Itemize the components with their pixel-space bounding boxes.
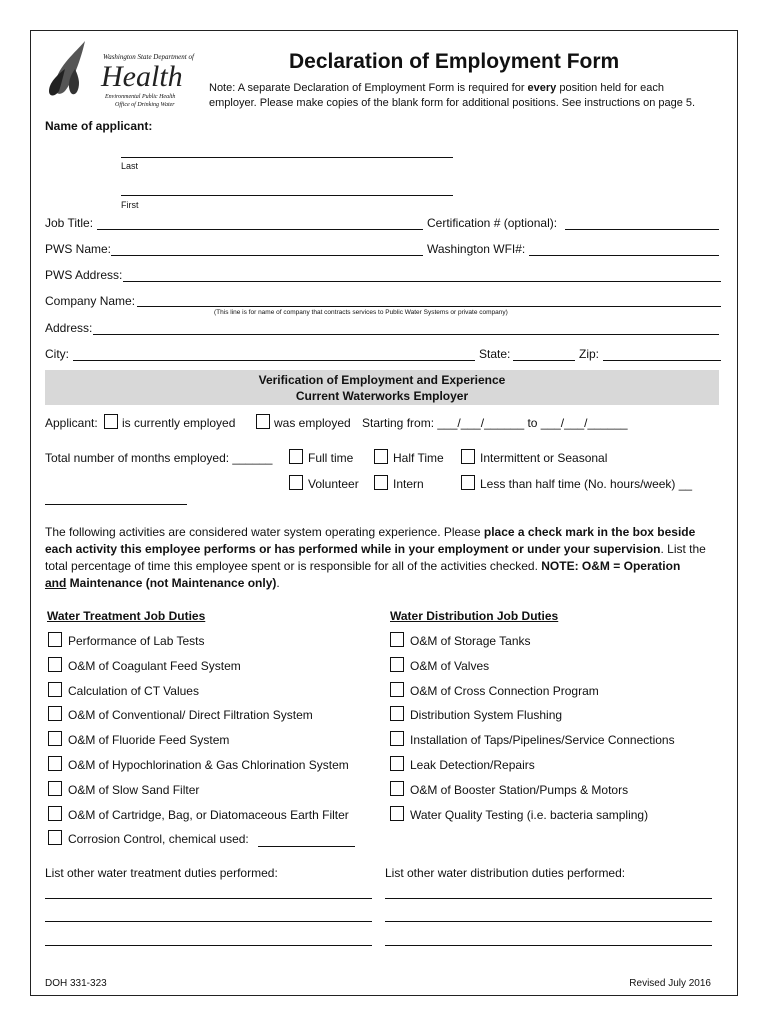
company-name-label: Company Name: <box>45 294 136 308</box>
applicant-label: Name of applicant: <box>45 119 153 133</box>
treatment-duty-label: O&M of Slow Sand Filter <box>68 782 200 797</box>
form-page <box>30 30 738 996</box>
instructions-line-3 <box>45 559 680 573</box>
distribution-duty-label: Water Quality Testing (i.e. bacteria sampling) <box>410 807 649 822</box>
note-suffix: position held for each <box>556 82 664 94</box>
half-time-label: Half Time <box>393 451 444 465</box>
treatment-heading: Water Treatment Job Duties <box>47 609 206 623</box>
instructions-l2b: . List the <box>660 542 706 556</box>
treatment-duty-label: Corrosion Control, chemical used: <box>68 832 249 847</box>
other-distribution-line-1[interactable] <box>385 898 712 899</box>
job-title-label: Job Title: <box>45 216 94 230</box>
instructions-line-4 <box>45 576 280 590</box>
city-label: City: <box>45 347 69 361</box>
pws-address-label: PWS Address: <box>45 268 123 282</box>
verification-line-1: Verification of Employment and Experience <box>258 373 506 387</box>
note-emph: every <box>527 82 557 94</box>
distribution-duty-label: Distribution System Flushing <box>410 708 563 723</box>
instructions-l1b: place a check mark in the box beside <box>483 525 696 539</box>
distribution-duty-checkbox[interactable] <box>390 682 404 697</box>
state-field[interactable] <box>513 360 575 361</box>
hours-per-week-field[interactable] <box>45 504 187 505</box>
doh-logo <box>45 37 194 117</box>
logo-health: Health <box>101 60 183 93</box>
treatment-duty-checkbox[interactable] <box>48 706 62 721</box>
treatment-duty-checkbox[interactable] <box>48 682 62 697</box>
first-name-field[interactable] <box>121 195 453 196</box>
intermittent-label: Intermittent or Seasonal <box>480 451 608 465</box>
instructions-line-1 <box>45 525 695 539</box>
distribution-duty-checkbox[interactable] <box>390 706 404 721</box>
corrosion-chemical-field[interactable] <box>258 846 355 847</box>
intermittent-checkbox[interactable] <box>461 449 475 464</box>
distribution-duty-label: Leak Detection/Repairs <box>410 758 535 772</box>
address-label: Address: <box>45 321 93 335</box>
other-treatment-label: List other water treatment duties performed: <box>45 866 278 880</box>
distribution-duty-label: O&M of Storage Tanks <box>410 634 531 648</box>
pws-name-field[interactable] <box>111 255 423 256</box>
other-distribution-label: List other water distribution duties performed: <box>385 866 626 880</box>
treatment-duty-checkbox[interactable] <box>48 781 62 796</box>
address-field[interactable] <box>93 334 719 335</box>
last-name-label: Last <box>121 161 139 171</box>
treatment-duty-label: Performance of Lab Tests <box>68 634 205 648</box>
volunteer-label: Volunteer <box>308 477 359 491</box>
treatment-duty-label: Calculation of CT Values <box>68 683 199 698</box>
distribution-duty-checkbox[interactable] <box>390 657 404 672</box>
applicant-status-label: Applicant: <box>45 416 98 430</box>
last-name-field[interactable] <box>121 157 453 158</box>
logo-state-dept: Washington State Department of <box>103 53 194 61</box>
other-distribution-line-2[interactable] <box>385 921 712 922</box>
intern-checkbox[interactable] <box>374 475 388 490</box>
instructions-l3a: total percentage of time this employee spent or is responsible for all of the activities checked. <box>45 559 542 573</box>
leaf-icon <box>45 39 93 101</box>
distribution-heading: Water Distribution Job Duties <box>390 609 559 623</box>
less-half-time-checkbox[interactable] <box>461 475 475 490</box>
note-prefix: Note: A separate Declaration of Employment Form is required for <box>209 82 528 94</box>
certification-label: Certification # (optional): <box>427 216 558 230</box>
instructions-l1a: The following activities are considered water system operating experience. Please <box>45 525 484 539</box>
months-employed[interactable]: Total number of months employed: ______ <box>45 451 273 465</box>
currently-employed-checkbox[interactable] <box>104 414 118 429</box>
certification-field[interactable] <box>565 229 719 230</box>
treatment-duty-checkbox[interactable] <box>48 756 62 771</box>
page-title: Declaration of Employment Form <box>289 50 620 73</box>
pws-name-label: PWS Name: <box>45 242 112 256</box>
zip-label: Zip: <box>579 347 600 361</box>
less-half-time-label: Less than half time (No. hours/week) __ <box>480 477 693 491</box>
treatment-duty-label: O&M of Hypochlorination & Gas Chlorination System <box>68 758 349 772</box>
currently-employed-label: is currently employed <box>122 416 236 430</box>
note-line-2: employer. Please make copies of the blank form for additional positions. See instructions on page 5. <box>209 97 696 109</box>
treatment-duty-checkbox[interactable] <box>48 657 62 672</box>
treatment-duty-label: O&M of Coagulant Feed System <box>68 658 241 673</box>
distribution-duty-checkbox[interactable] <box>390 756 404 771</box>
instructions-l3c: = Operation <box>609 559 681 573</box>
distribution-duty-label: O&M of Cross Connection Program <box>410 683 599 698</box>
company-name-field[interactable] <box>137 306 721 307</box>
intern-label: Intern <box>393 477 424 491</box>
distribution-duty-label: O&M of Valves <box>410 658 490 673</box>
distribution-duty-label: Installation of Taps/Pipelines/Service Connections <box>410 733 675 748</box>
first-name-label: First <box>121 200 139 210</box>
instructions-l4c: . <box>276 576 280 590</box>
instructions-l2a: each activity this employee performs or has performed while in your employment or under your supervision <box>45 542 661 556</box>
was-employed-checkbox[interactable] <box>256 414 270 429</box>
instructions-l3b: NOTE: O&M <box>541 559 610 573</box>
form-number: DOH 331-323 <box>45 978 107 989</box>
full-time-checkbox[interactable] <box>289 449 303 464</box>
pws-address-field[interactable] <box>123 281 721 282</box>
logo-office: Office of Drinking Water <box>115 102 175 108</box>
other-treatment-line-2[interactable] <box>45 921 372 922</box>
other-distribution-line-3[interactable] <box>385 945 712 946</box>
distribution-duty-label: O&M of Booster Station/Pumps & Motors <box>410 782 629 797</box>
treatment-duty-label: O&M of Cartridge, Bag, or Diatomaceous Earth Filter <box>68 807 349 822</box>
note-line-1 <box>209 81 664 95</box>
was-employed-label: was employed <box>274 416 351 430</box>
instructions-l4a: and <box>45 576 67 590</box>
distribution-duty-checkbox[interactable] <box>390 632 404 647</box>
verification-line-2: Current Waterworks Employer <box>295 389 469 403</box>
volunteer-checkbox[interactable] <box>289 475 303 490</box>
instructions-l4b: Maintenance (not Maintenance only) <box>66 576 277 590</box>
state-label: State: <box>479 347 511 361</box>
treatment-duty-checkbox[interactable] <box>48 731 62 746</box>
treatment-duty-label: O&M of Conventional/ Direct Filtration System <box>68 708 313 723</box>
revised-date: Revised July 2016 <box>629 978 711 989</box>
full-time-label: Full time <box>308 451 354 465</box>
other-treatment-line-1[interactable] <box>45 898 372 899</box>
instructions-line-2 <box>45 542 706 556</box>
distribution-duty-checkbox[interactable] <box>390 806 404 821</box>
employment-dates[interactable]: Starting from: ___/___/______ to ___/___/______ <box>362 416 628 430</box>
city-field[interactable] <box>73 360 475 361</box>
half-time-checkbox[interactable] <box>374 449 388 464</box>
job-title-field[interactable] <box>97 229 423 230</box>
wfi-field[interactable] <box>529 255 719 256</box>
company-note: (This line is for name of company that contracts services to Public Water Systems or private company) <box>214 309 508 316</box>
logo-division: Environmental Public Health <box>105 94 176 100</box>
zip-field[interactable] <box>603 360 721 361</box>
distribution-duty-checkbox[interactable] <box>390 731 404 746</box>
treatment-duty-checkbox[interactable] <box>48 830 62 845</box>
other-treatment-line-3[interactable] <box>45 945 372 946</box>
treatment-duty-checkbox[interactable] <box>48 632 62 647</box>
treatment-duty-checkbox[interactable] <box>48 806 62 821</box>
treatment-duty-label: O&M of Fluoride Feed System <box>68 733 230 748</box>
distribution-duty-checkbox[interactable] <box>390 781 404 796</box>
wfi-label: Washington WFI#: <box>427 242 526 256</box>
